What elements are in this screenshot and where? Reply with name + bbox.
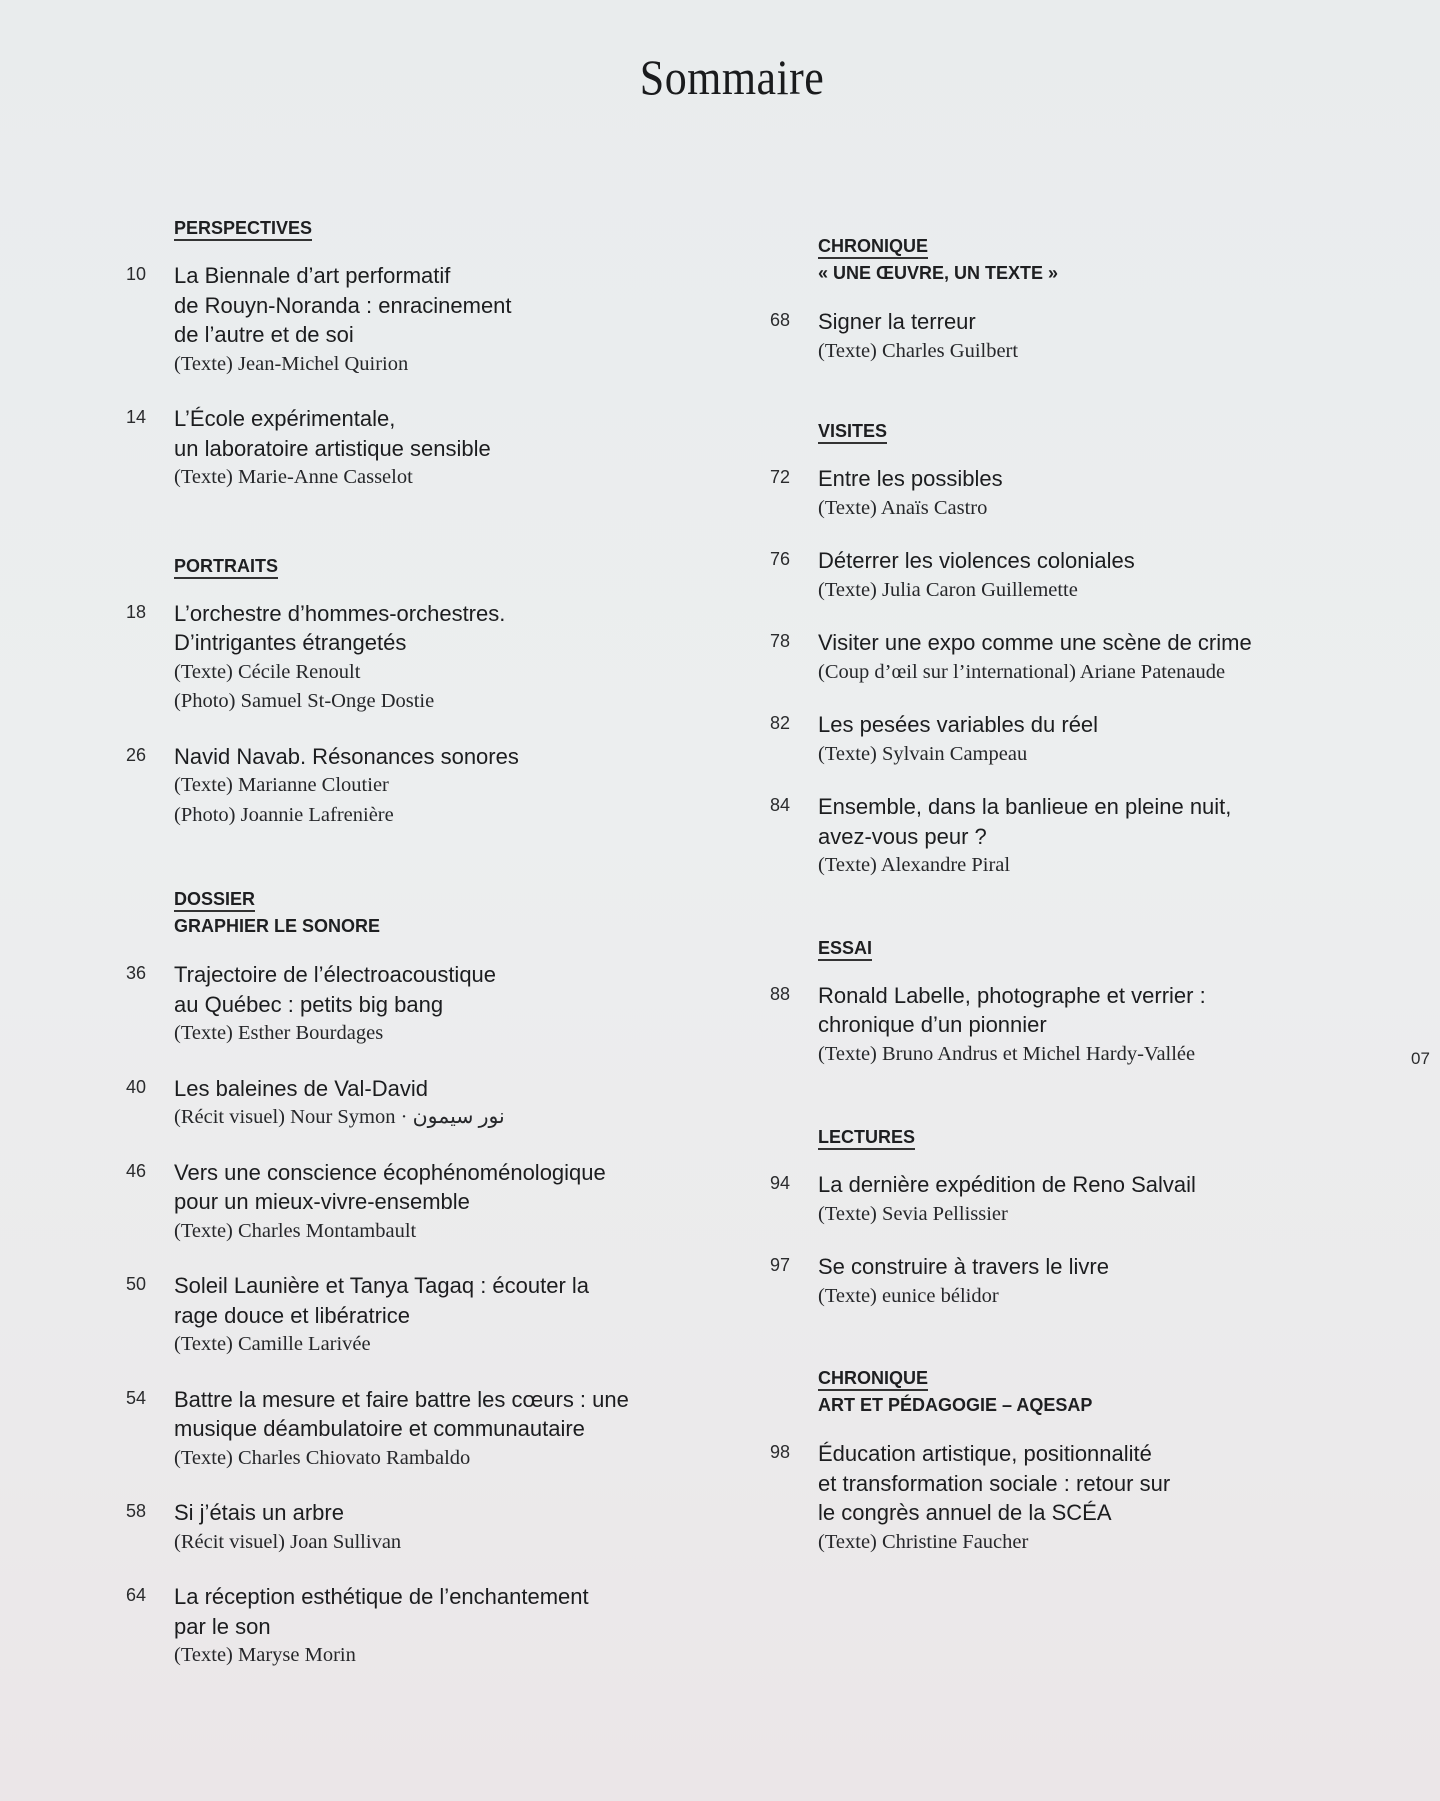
toc-entry[interactable] bbox=[770, 628, 1330, 687]
section-heading bbox=[818, 1365, 1330, 1419]
entry-title-line: Trajectoire de l’électroacoustique bbox=[174, 962, 497, 987]
entry-credit: (Texte) eunice bélidor bbox=[818, 1284, 999, 1307]
entry-credit: (Récit visuel) Joan Sullivan bbox=[174, 1530, 402, 1553]
toc-entry[interactable] bbox=[126, 1271, 686, 1360]
entry-page-number: 36 bbox=[126, 963, 147, 983]
entry-page-number: 40 bbox=[126, 1076, 147, 1097]
entry-title-line: La dernière expédition de Reno Salvail bbox=[818, 1172, 1196, 1197]
section-sublabel: GRAPHIER LE SONORE bbox=[174, 916, 381, 936]
section-label: CHRONIQUE bbox=[818, 1367, 928, 1391]
entry-credit: (Texte) Julia Caron Guillemette bbox=[818, 578, 1078, 601]
entry-title-line: par le son bbox=[174, 1613, 271, 1639]
toc-entry[interactable] bbox=[770, 307, 1330, 366]
section-heading bbox=[818, 935, 1330, 961]
entry-title-line: Navid Navab. Résonances sonores bbox=[174, 743, 519, 769]
entry-title-line: Les pesées variables du réel bbox=[818, 712, 1099, 737]
entry-title-line: pour un mieux-vivre-ensemble bbox=[174, 1189, 470, 1214]
toc-section bbox=[126, 553, 686, 831]
toc-entry[interactable] bbox=[770, 710, 1330, 769]
toc-entry[interactable] bbox=[770, 792, 1330, 881]
right-column bbox=[770, 233, 1330, 1557]
section-sublabel: « UNE ŒUVRE, UN TEXTE » bbox=[818, 263, 1059, 283]
toc-entry[interactable] bbox=[770, 546, 1330, 605]
entry-credit: (Texte) Anaïs Castro bbox=[818, 496, 988, 519]
entry-credit: (Texte) Camille Larivée bbox=[174, 1333, 371, 1355]
entry-page-number: 94 bbox=[770, 1173, 791, 1193]
entry-credit: (Texte) Jean-Michel Quirion bbox=[174, 352, 409, 375]
entry-credit: (Texte) Charles Chiovato Rambaldo bbox=[174, 1446, 471, 1469]
section-heading bbox=[818, 233, 1330, 287]
entry-page-number: 18 bbox=[126, 601, 147, 622]
entry-title-line: Les baleines de Val-David bbox=[174, 1075, 428, 1101]
entry-credit: (Coup d’œil sur l’international) Ariane Patenaude bbox=[818, 660, 1226, 683]
entry-title-line: chronique d’un pionnier bbox=[818, 1012, 1047, 1037]
entry-credit: (Texte) Esther Bourdages bbox=[174, 1022, 384, 1044]
entry-credit: (Texte) Charles Montambault bbox=[174, 1219, 417, 1242]
entry-page-number: 10 bbox=[126, 264, 147, 284]
section-label: LECTURES bbox=[818, 1126, 915, 1150]
entry-page-number: 72 bbox=[770, 467, 791, 487]
entry-title-line: et transformation sociale : retour sur bbox=[818, 1470, 1171, 1496]
toc-section bbox=[770, 1365, 1330, 1557]
entry-title-line: Se construire à travers le livre bbox=[818, 1254, 1109, 1279]
section-label: PERSPECTIVES bbox=[174, 217, 312, 241]
entry-title-line: au Québec : petits big bang bbox=[174, 991, 444, 1017]
section-label: VISITES bbox=[818, 420, 887, 444]
entry-credit: (Photo) Joannie Lafrenière bbox=[174, 803, 394, 826]
entry-page-number: 46 bbox=[126, 1160, 147, 1181]
toc-entry[interactable] bbox=[126, 1074, 686, 1133]
entry-title-line: L’École expérimentale, bbox=[174, 406, 396, 431]
toc-entry[interactable] bbox=[770, 1252, 1330, 1311]
entry-credit: (Texte) Sevia Pellissier bbox=[818, 1202, 1008, 1225]
entry-title-line: La réception esthétique de l’enchantement bbox=[174, 1584, 589, 1609]
entry-page-number: 58 bbox=[126, 1501, 147, 1521]
entry-page-number: 54 bbox=[126, 1387, 147, 1408]
entry-title-line: Entre les possibles bbox=[818, 466, 1003, 491]
toc-entry[interactable] bbox=[126, 404, 686, 493]
toc-entry[interactable] bbox=[770, 1170, 1330, 1229]
section-heading bbox=[818, 418, 1330, 444]
entry-title-line: Déterrer les violences coloniales bbox=[818, 548, 1135, 573]
entry-page-number: 68 bbox=[770, 310, 791, 330]
entry-title-line: Vers une conscience écophénoménologique bbox=[174, 1159, 606, 1185]
page-title: Sommaire bbox=[639, 48, 825, 105]
entry-page-number: 26 bbox=[126, 744, 147, 765]
entry-credit: (Texte) Marie-Anne Casselot bbox=[174, 466, 413, 488]
section-label: ESSAI bbox=[818, 937, 872, 961]
entry-credit: (Texte) Maryse Morin bbox=[174, 1644, 356, 1666]
toc-section bbox=[770, 1124, 1330, 1311]
entry-title-line: rage douce et libératrice bbox=[174, 1302, 411, 1328]
entry-title-line: un laboratoire artistique sensible bbox=[174, 435, 491, 461]
entry-credit: (Photo) Samuel St-Onge Dostie bbox=[174, 690, 435, 712]
section-label: PORTRAITS bbox=[174, 555, 278, 579]
entry-page-number: 64 bbox=[126, 1585, 147, 1605]
entry-page-number: 78 bbox=[770, 631, 791, 651]
entry-page-number: 98 bbox=[770, 1442, 791, 1462]
toc-entry[interactable] bbox=[770, 1439, 1330, 1557]
entry-page-number: 88 bbox=[770, 983, 791, 1004]
entry-page-number: 76 bbox=[770, 549, 791, 569]
toc-section bbox=[126, 215, 686, 493]
toc-entry[interactable] bbox=[126, 261, 686, 379]
toc-section bbox=[770, 418, 1330, 881]
section-heading bbox=[818, 1124, 1330, 1150]
entry-page-number: 97 bbox=[770, 1255, 791, 1275]
entry-page-number: 84 bbox=[770, 795, 791, 815]
toc-section bbox=[770, 935, 1330, 1070]
entry-title-line: Signer la terreur bbox=[818, 309, 976, 334]
entry-title-line: de l’autre et de soi bbox=[174, 322, 354, 347]
toc-entry[interactable] bbox=[126, 1385, 686, 1474]
entry-title-line: L’orchestre d’hommes-orchestres. bbox=[174, 600, 506, 626]
toc-entry[interactable] bbox=[126, 742, 686, 831]
section-sublabel: ART ET PÉDAGOGIE – AQESAP bbox=[818, 1395, 1093, 1415]
section-label: CHRONIQUE bbox=[818, 235, 928, 259]
entry-credit: (Texte) Christine Faucher bbox=[818, 1530, 1029, 1553]
section-heading bbox=[174, 215, 686, 241]
entry-credit: (Texte) Alexandre Piral bbox=[818, 854, 1011, 876]
entry-title-line: Soleil Launière et Tanya Tagaq : écouter la bbox=[174, 1273, 590, 1298]
toc-entry[interactable] bbox=[126, 960, 686, 1049]
toc-entry[interactable] bbox=[126, 1158, 686, 1247]
entry-title-line: de Rouyn-Noranda : enracinement bbox=[174, 292, 512, 318]
entry-title-line: Ensemble, dans la banlieue en pleine nuit, bbox=[818, 794, 1232, 819]
left-column bbox=[126, 215, 686, 1671]
entry-title-line: D’intrigantes étrangetés bbox=[174, 630, 407, 655]
entry-title-line: Si j’étais un arbre bbox=[174, 1500, 344, 1525]
entry-title-line: Ronald Labelle, photographe et verrier : bbox=[818, 982, 1206, 1008]
page-folio: 07 bbox=[1411, 1049, 1430, 1068]
entry-credit: (Texte) Cécile Renoult bbox=[174, 660, 361, 683]
entry-title-line: La Biennale d’art performatif bbox=[174, 263, 451, 288]
entry-credit: (Texte) Bruno Andrus et Michel Hardy-Vallée bbox=[818, 1042, 1196, 1065]
toc-entry[interactable] bbox=[126, 1582, 686, 1671]
entry-credit: (Texte) Charles Guilbert bbox=[818, 339, 1019, 362]
entry-credit: (Texte) Marianne Cloutier bbox=[174, 774, 389, 796]
section-heading bbox=[174, 886, 686, 940]
entry-title-line: Battre la mesure et faire battre les cœurs : une bbox=[174, 1386, 629, 1412]
toc-section bbox=[126, 886, 686, 1671]
entry-page-number: 14 bbox=[126, 407, 147, 427]
toc-entry[interactable] bbox=[770, 464, 1330, 523]
entry-title-line: avez-vous peur ? bbox=[818, 823, 987, 849]
entry-title-line: Visiter une expo comme une scène de crime bbox=[818, 630, 1252, 655]
section-heading bbox=[174, 553, 686, 579]
toc-entry[interactable] bbox=[126, 1498, 686, 1557]
toc-entry[interactable] bbox=[770, 981, 1330, 1070]
toc-entry[interactable] bbox=[126, 599, 686, 717]
entry-title-line: musique déambulatoire et communautaire bbox=[174, 1416, 585, 1441]
entry-credit: (Texte) Sylvain Campeau bbox=[818, 742, 1028, 765]
entry-title-line: Éducation artistique, positionnalité bbox=[818, 1441, 1152, 1466]
entry-page-number: 50 bbox=[126, 1274, 147, 1294]
entry-page-number: 82 bbox=[770, 713, 791, 733]
toc-section bbox=[770, 233, 1330, 366]
section-label: DOSSIER bbox=[174, 888, 255, 912]
entry-credit: (Récit visuel) Nour Symon · نور سيمون bbox=[174, 1106, 505, 1128]
entry-title-line: le congrès annuel de la SCÉA bbox=[818, 1500, 1112, 1525]
